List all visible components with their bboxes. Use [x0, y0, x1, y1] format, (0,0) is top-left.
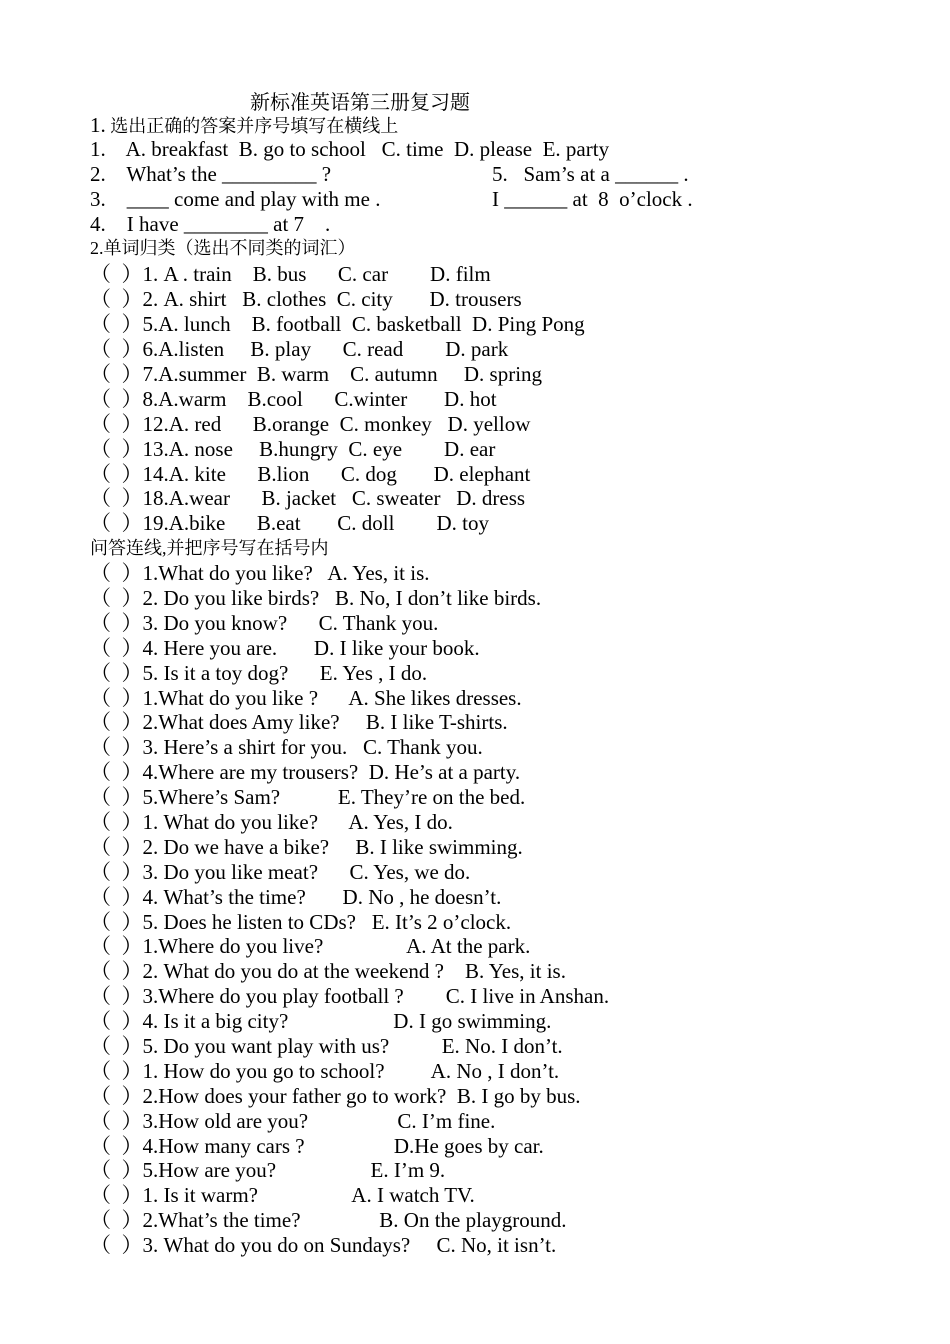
section3-item: （ ）4.How many cars ? D.He goes by car. — [90, 1134, 544, 1158]
section3-item: （ ）2.How does your father go to work? B. I go by bus. — [90, 1084, 581, 1108]
section3-item: （ ）5.How are you? E. I’m 9. — [90, 1158, 446, 1182]
section2-item: （ ）8.A.warm B.cool C.winter D. hot — [90, 387, 497, 411]
section3-item: （ ）3.Where do you play football ? C. I live in Anshan. — [90, 984, 610, 1008]
section3-item: （ ）5. Do you want play with us? E. No. I don’t. — [90, 1034, 563, 1058]
section1-options: 1. A. breakfast B. go to school C. time D. please E. party — [90, 137, 610, 161]
section3-item: （ ）4. What’s the time? D. No , he doesn’t. — [90, 885, 502, 909]
section3-item: （ ）1.What do you like? A. Yes, it is. — [90, 561, 430, 585]
section2-item: （ ）2. A. shirt B. clothes C. city D. trousers — [90, 287, 522, 311]
section3-item: （ ）5. Is it a toy dog? E. Yes , I do. — [90, 661, 428, 685]
section2-item: （ ）1. A . train B. bus C. car D. film — [90, 262, 491, 286]
section3-item: （ ）4. Is it a big city? D. I go swimming. — [90, 1009, 552, 1033]
section2-heading: 2.单词归类（选出不同类的词汇） — [90, 238, 356, 258]
section3-item: （ ）4.Where are my trousers? D. He’s at a party. — [90, 760, 521, 784]
section3-item: （ ）3. Do you know? C. Thank you. — [90, 611, 439, 635]
section3-item: （ ）4. Here you are. D. I like your book. — [90, 636, 480, 660]
section3-item: （ ）2. What do you do at the weekend ? B. Yes, it is. — [90, 959, 566, 983]
section3-item: （ ）1. Is it warm? A. I watch TV. — [90, 1183, 475, 1207]
section1-question-6: I ______ at 8 o’clock . — [492, 187, 693, 211]
section3-item: （ ）1.Where do you live? A. At the park. — [90, 934, 531, 958]
section3-item: （ ）2. Do you like birds? B. No, I don’t like birds. — [90, 586, 542, 610]
section2-item: （ ）7.A.summer B. warm C. autumn D. spring — [90, 362, 543, 386]
section2-item: （ ）6.A.listen B. play C. read D. park — [90, 337, 509, 361]
section3-heading: 问答连线,并把序号写在括号内 — [90, 538, 329, 558]
section1-question-5: 5. Sam’s at a ______ . — [492, 162, 689, 186]
section3-item: （ ）5.Where’s Sam? E. They’re on the bed. — [90, 785, 526, 809]
section2-item: （ ）18.A.wear B. jacket C. sweater D. dress — [90, 486, 526, 510]
section1-number: 1. — [90, 113, 106, 137]
section1-heading — [90, 113, 398, 138]
section3-item: （ ）1.What do you like ? A. She likes dresses. — [90, 686, 522, 710]
section1-question-4: 4. I have ________ at 7 . — [90, 212, 331, 236]
section2-item: （ ）5.A. lunch B. football C. basketball D. Ping Pong — [90, 312, 585, 336]
section3-item: （ ）2.What does Amy like? B. I like T-shirts. — [90, 710, 508, 734]
section2-item: （ ）14.A. kite B.lion C. dog D. elephant — [90, 462, 531, 486]
section1-question-3: 3. ____ come and play with me . — [90, 187, 381, 211]
section3-item: （ ）3. Here’s a shirt for you. C. Thank you. — [90, 735, 483, 759]
section3-item: （ ）3. Do you like meat? C. Yes, we do. — [90, 860, 471, 884]
section2-item: （ ）19.A.bike B.eat C. doll D. toy — [90, 511, 489, 535]
section3-item: （ ）2.What’s the time? B. On the playground. — [90, 1208, 567, 1232]
section3-item: （ ）2. Do we have a bike? B. I like swimming. — [90, 835, 523, 859]
section3-item: （ ）1. What do you like? A. Yes, I do. — [90, 810, 453, 834]
section3-item: （ ）3.How old are you? C. I’m fine. — [90, 1109, 496, 1133]
section3-item: （ ）5. Does he listen to CDs? E. It’s 2 o’clock. — [90, 910, 512, 934]
page-title: 新标准英语第三册复习题 — [250, 92, 470, 114]
section2-item: （ ）12.A. red B.orange C. monkey D. yellow — [90, 412, 531, 436]
section3-item: （ ）1. How do you go to school? A. No , I don’t. — [90, 1059, 560, 1083]
section3-item: （ ）3. What do you do on Sundays? C. No, it isn’t. — [90, 1233, 557, 1257]
section1-heading-text: 选出正确的答案并序号填写在横线上 — [105, 116, 399, 136]
section1-question-2: 2. What’s the _________ ? — [90, 162, 332, 186]
section2-item: （ ）13.A. nose B.hungry C. eye D. ear — [90, 437, 496, 461]
